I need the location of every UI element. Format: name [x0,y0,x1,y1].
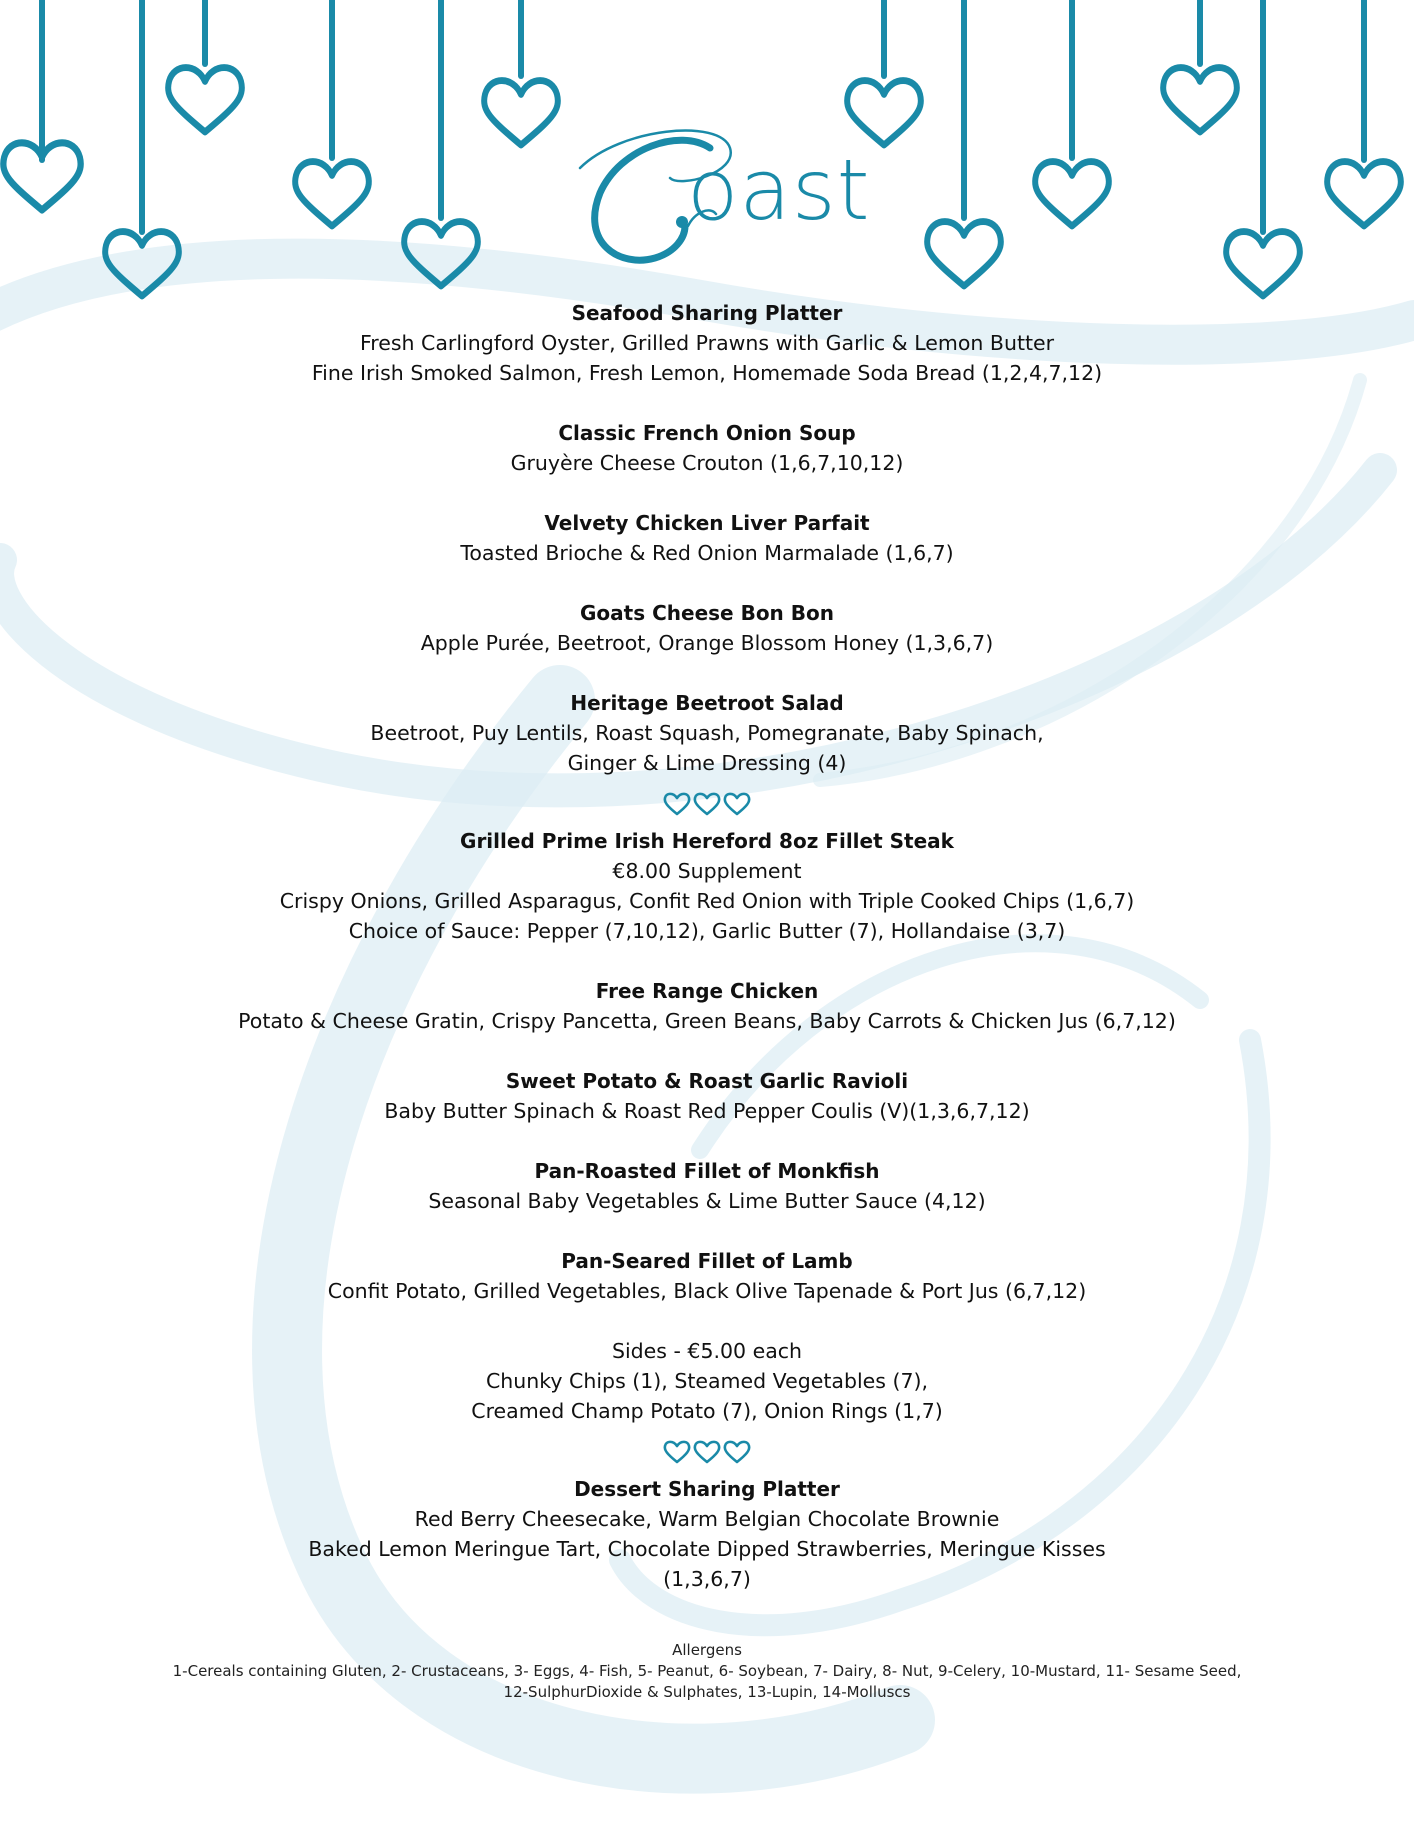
item-title: Dessert Sharing Platter [574,1477,840,1501]
triple-heart-icon [662,790,752,818]
heart-icon [1163,0,1237,132]
allergens-list: 12-SulphurDioxide & Sulphates, 13-Lupin, 14-Molluscs [503,1683,911,1701]
item-description: Ginger & Lime Dressing (4) [567,751,847,775]
starters-section [0,298,1414,778]
item-description: Fresh Carlingford Oyster, Grilled Prawns with Garlic & Lemon Butter [359,331,1055,355]
menu-item [0,298,1414,388]
item-description: Gruyère Cheese Crouton (1,6,7,10,12) [510,451,904,475]
menu-item [0,688,1414,778]
heart-icon [295,0,369,226]
heart-icon [168,0,242,132]
menu-item [0,598,1414,658]
sides-line: Chunky Chips (1), Steamed Vegetables (7), [485,1369,929,1393]
item-title: Grilled Prime Irish Hereford 8oz Fillet Steak [460,829,954,853]
allergens-heading: Allergens [672,1641,742,1659]
menu [0,298,1414,1624]
heart-icon [3,0,80,210]
hearts-divider [0,1438,1414,1466]
item-description: Seasonal Baby Vegetables & Lime Butter Sauce (4,12) [428,1189,986,1213]
item-description: Toasted Brioche & Red Onion Marmalade (1,6,7) [460,541,954,565]
hearts-divider [0,790,1414,818]
menu-item [0,1474,1414,1594]
item-title: Free Range Chicken [595,979,819,1003]
sides-line: Creamed Champ Potato (7), Onion Rings (1,7) [471,1399,943,1423]
heart-icon [484,0,558,145]
menu-item [0,508,1414,568]
item-title: Pan-Roasted Fillet of Monkfish [534,1159,880,1183]
item-title: Classic French Onion Soup [558,421,856,445]
mains-section [0,826,1414,1426]
logo-wordmark: oast [687,141,871,239]
allergens-footer [0,1640,1414,1703]
allergens-list: 1-Cereals containing Gluten, 2- Crustaceans, 3- Eggs, 4- Fish, 5- Peanut, 6- Soybean, 7- Dairy, 8- Nut, 9-Celery, 10-Mustard, 11- Sesame Seed, [172,1662,1242,1680]
menu-item [0,1156,1414,1216]
item-title: Pan-Seared Fillet of Lamb [561,1249,853,1273]
item-description: Beetroot, Puy Lentils, Roast Squash, Pomegranate, Baby Spinach, [370,721,1044,745]
menu-item [0,1246,1414,1306]
sides-heading: Sides - €5.00 each [611,1339,803,1363]
menu-item [0,1066,1414,1126]
heart-icon [927,0,1001,286]
heart-icon [1327,0,1401,226]
menu-item [0,418,1414,478]
item-supplement: €8.00 Supplement [612,859,802,883]
item-title: Heritage Beetroot Salad [570,691,844,715]
item-description: Red Berry Cheesecake, Warm Belgian Chocolate Brownie [414,1507,1000,1531]
item-description: Baked Lemon Meringue Tart, Chocolate Dipped Strawberries, Meringue Kisses [308,1537,1106,1561]
item-description: Crispy Onions, Grilled Asparagus, Confit Red Onion with Triple Cooked Chips (1,6,7) [279,889,1135,913]
sides-block [0,1336,1414,1426]
item-title: Goats Cheese Bon Bon [580,601,834,625]
item-title: Seafood Sharing Platter [571,301,843,325]
item-description: Confit Potato, Grilled Vegetables, Black Olive Tapenade & Port Jus (6,7,12) [327,1279,1087,1303]
item-description: Choice of Sauce: Pepper (7,10,12), Garlic Butter (7), Hollandaise (3,7) [348,919,1066,943]
item-description: Baby Butter Spinach & Roast Red Pepper Coulis (V)(1,3,6,7,12) [384,1099,1030,1123]
menu-item [0,826,1414,946]
heart-icon [404,0,478,286]
item-description: Fine Irish Smoked Salmon, Fresh Lemon, Homemade Soda Bread (1,2,4,7,12) [311,361,1103,385]
menu-item [0,976,1414,1036]
item-title: Sweet Potato & Roast Garlic Ravioli [505,1069,909,1093]
item-title: Velvety Chicken Liver Parfait [544,511,870,535]
triple-heart-icon [662,1438,752,1466]
heart-icon [1035,0,1109,226]
item-description: Potato & Cheese Gratin, Crispy Pancetta, Green Beans, Baby Carrots & Chicken Jus (6,7,12) [238,1009,1176,1033]
item-description: Apple Purée, Beetroot, Orange Blossom Honey (1,3,6,7) [420,631,994,655]
item-description: (1,3,6,7) [663,1567,751,1591]
heart-icon [1226,0,1300,296]
desserts-section [0,1474,1414,1594]
heart-icon [105,0,179,296]
